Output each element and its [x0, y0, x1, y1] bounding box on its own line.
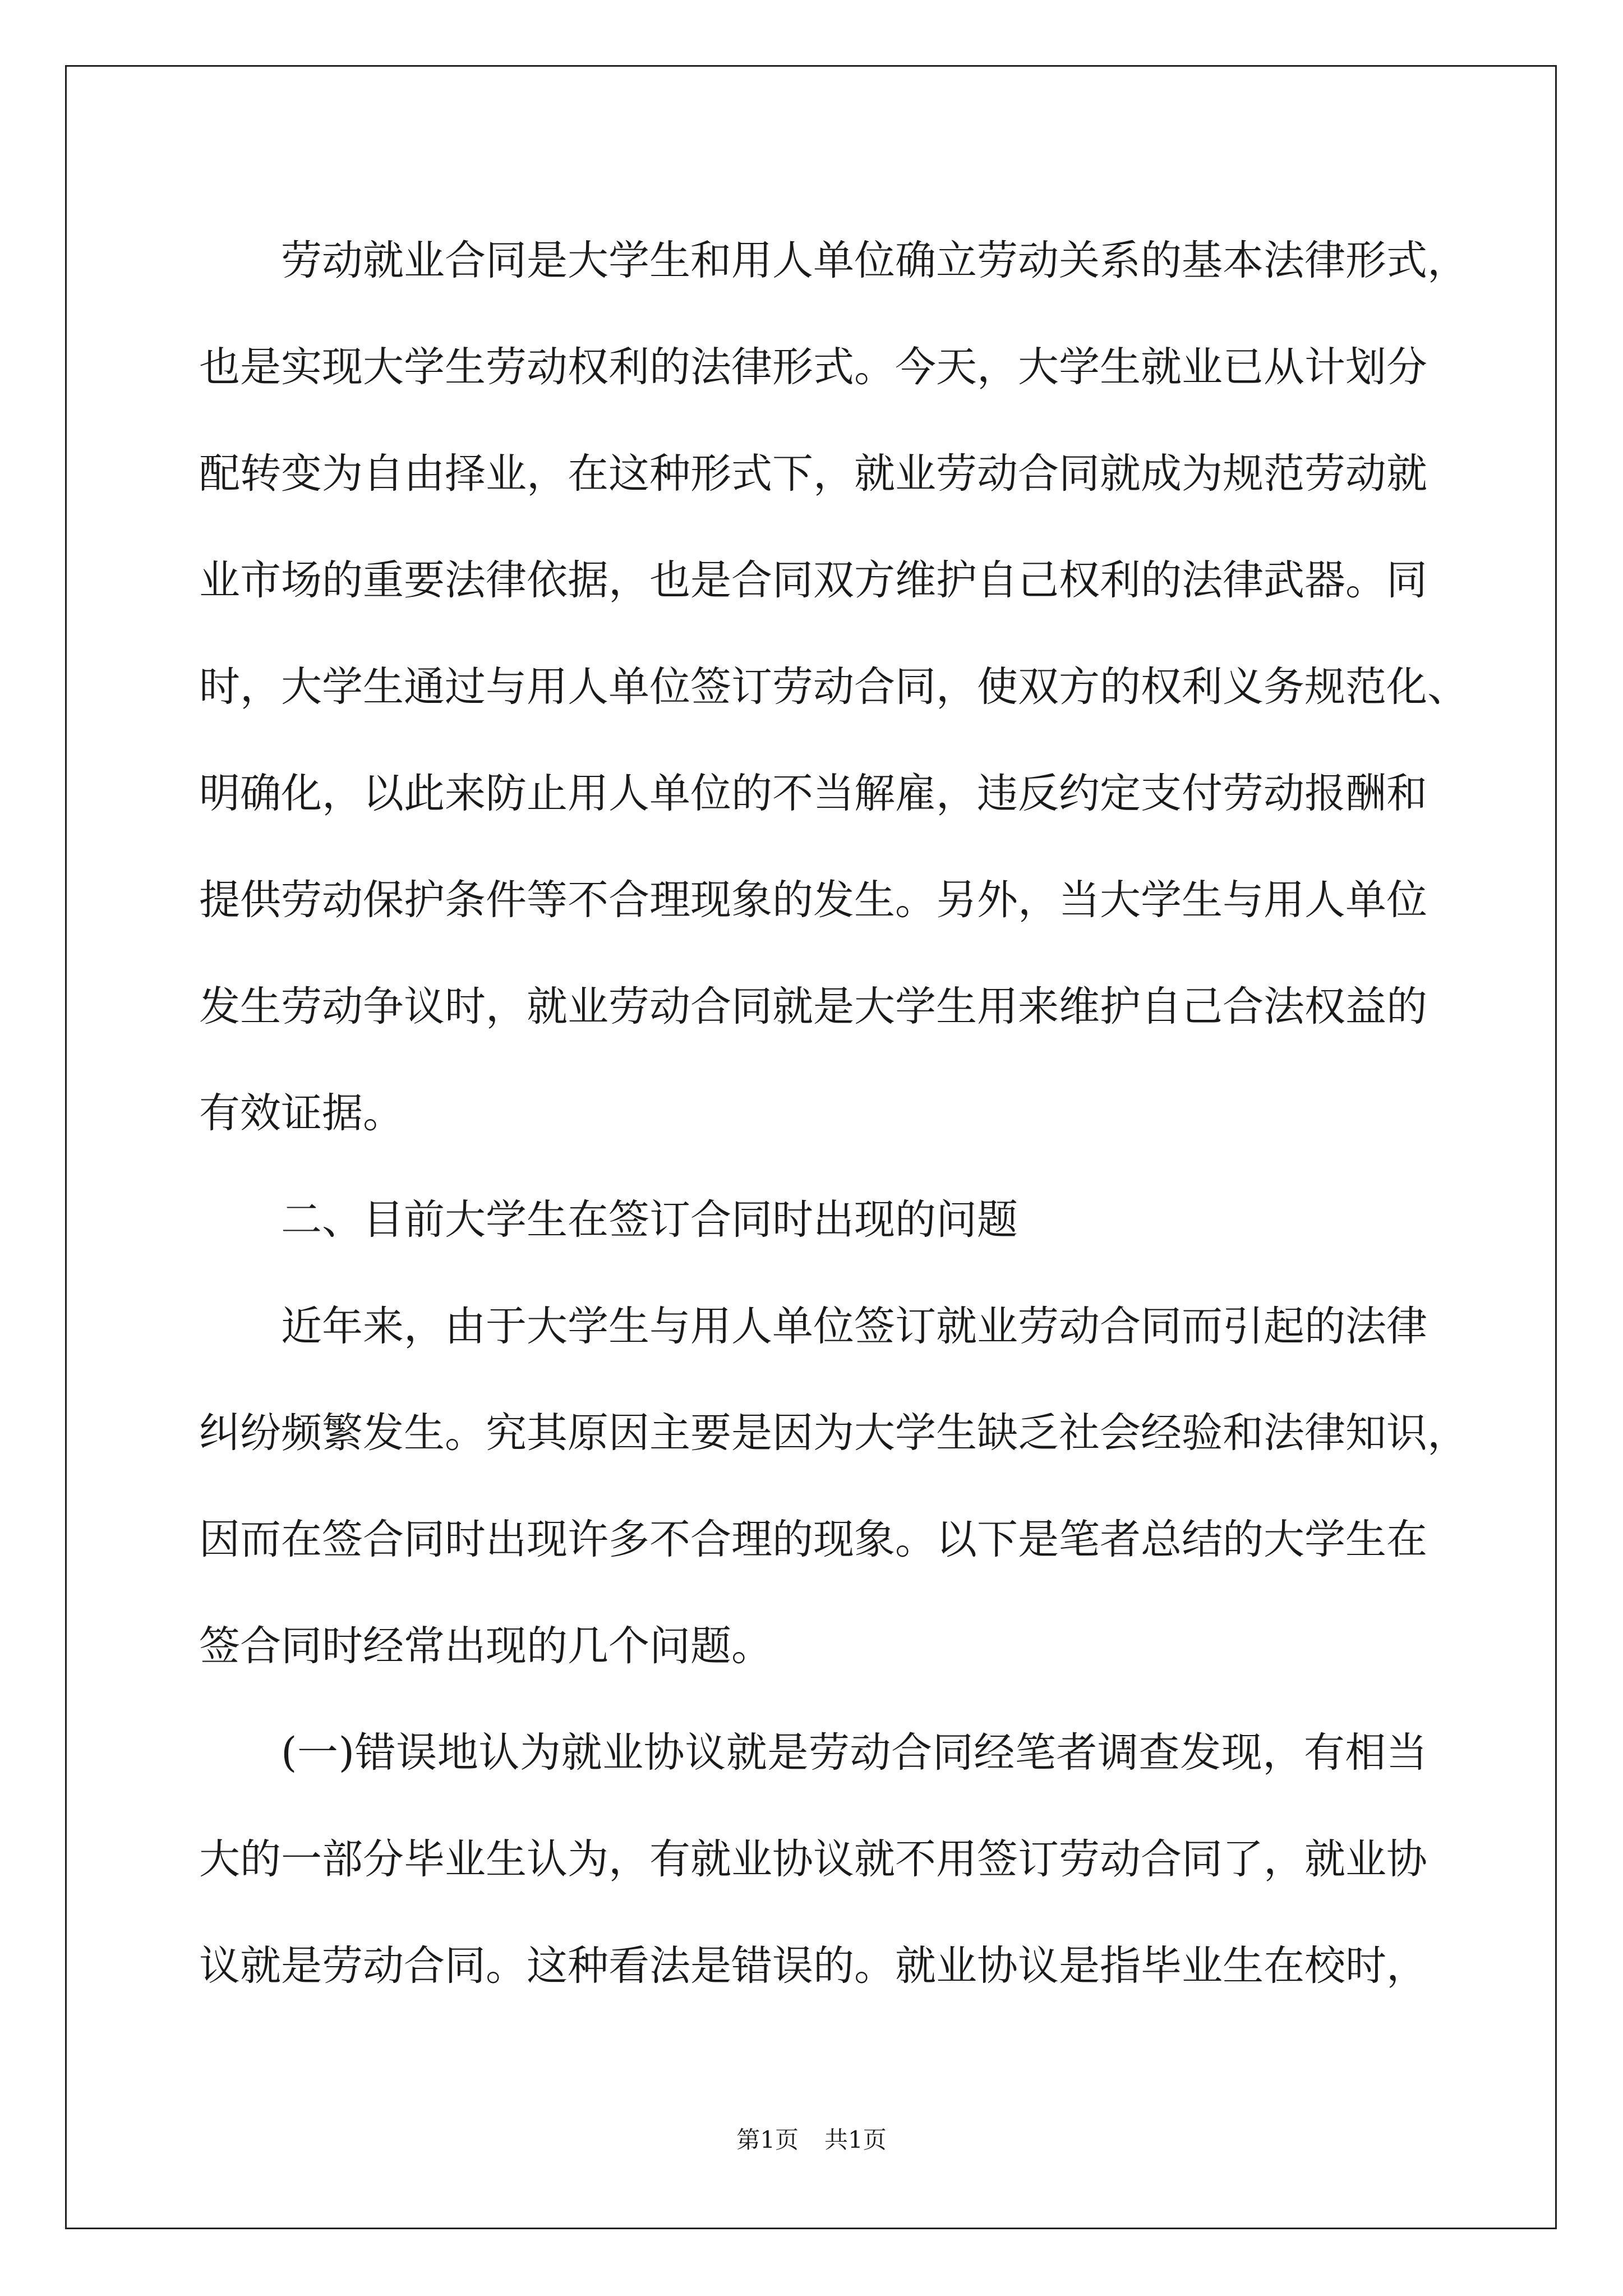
text-line: 近年来，由于大学生与用人单位签订就业劳动合同而引起的法律 — [281, 1303, 1427, 1350]
text-line: 业市场的重要法律依据，也是合同双方维护自己权利的法律武器。同 — [199, 556, 1427, 604]
text-line: 也是实现大学生劳动权利的法律形式。今天，大学生就业已从计划分 — [199, 343, 1427, 391]
document-body — [199, 208, 1468, 2019]
text-line: 议就是劳动合同。这种看法是错误的。就业协议是指毕业生在校时， — [199, 1942, 1427, 1990]
text-line: 纠纷频繁发生。究其原因主要是因为大学生缺乏社会经验和法律知识， — [199, 1409, 1468, 1457]
text-line: 配转变为自由择业，在这种形式下，就业劳动合同就成为规范劳动就 — [199, 450, 1427, 498]
text-line: 大的一部分毕业生认为，有就业协议就不用签订劳动合同了，就业协 — [199, 1835, 1427, 1883]
text-line: 提供劳动保护条件等不合理现象的发生。另外，当大学生与用人单位 — [199, 876, 1427, 924]
page-number: 第1页 — [736, 2126, 799, 2154]
page-total: 共1页 — [824, 2126, 887, 2154]
text-line: 有效证据。 — [199, 1089, 404, 1137]
page-footer — [0, 2122, 1623, 2155]
section-heading: 二、目前大学生在签订合同时出现的问题 — [281, 1196, 1018, 1244]
text-line: 签合同时经常出现的几个问题。 — [199, 1622, 772, 1670]
text-line: 时，大学生通过与用人单位签订劳动合同，使双方的权利义务规范化、 — [199, 663, 1468, 711]
text-line: 明确化，以此来防止用人单位的不当解雇，违反约定支付劳动报酬和 — [199, 770, 1427, 817]
text-line: (一)错误地认为就业协议就是劳动合同经笔者调查发现，有相当 — [281, 1729, 1427, 1777]
text-line: 因而在签合同时出现许多不合理的现象。以下是笔者总结的大学生在 — [199, 1516, 1427, 1563]
text-line: 劳动就业合同是大学生和用人单位确立劳动关系的基本法律形式， — [281, 237, 1468, 284]
text-line: 发生劳动争议时，就业劳动合同就是大学生用来维护自己合法权益的 — [199, 983, 1427, 1030]
